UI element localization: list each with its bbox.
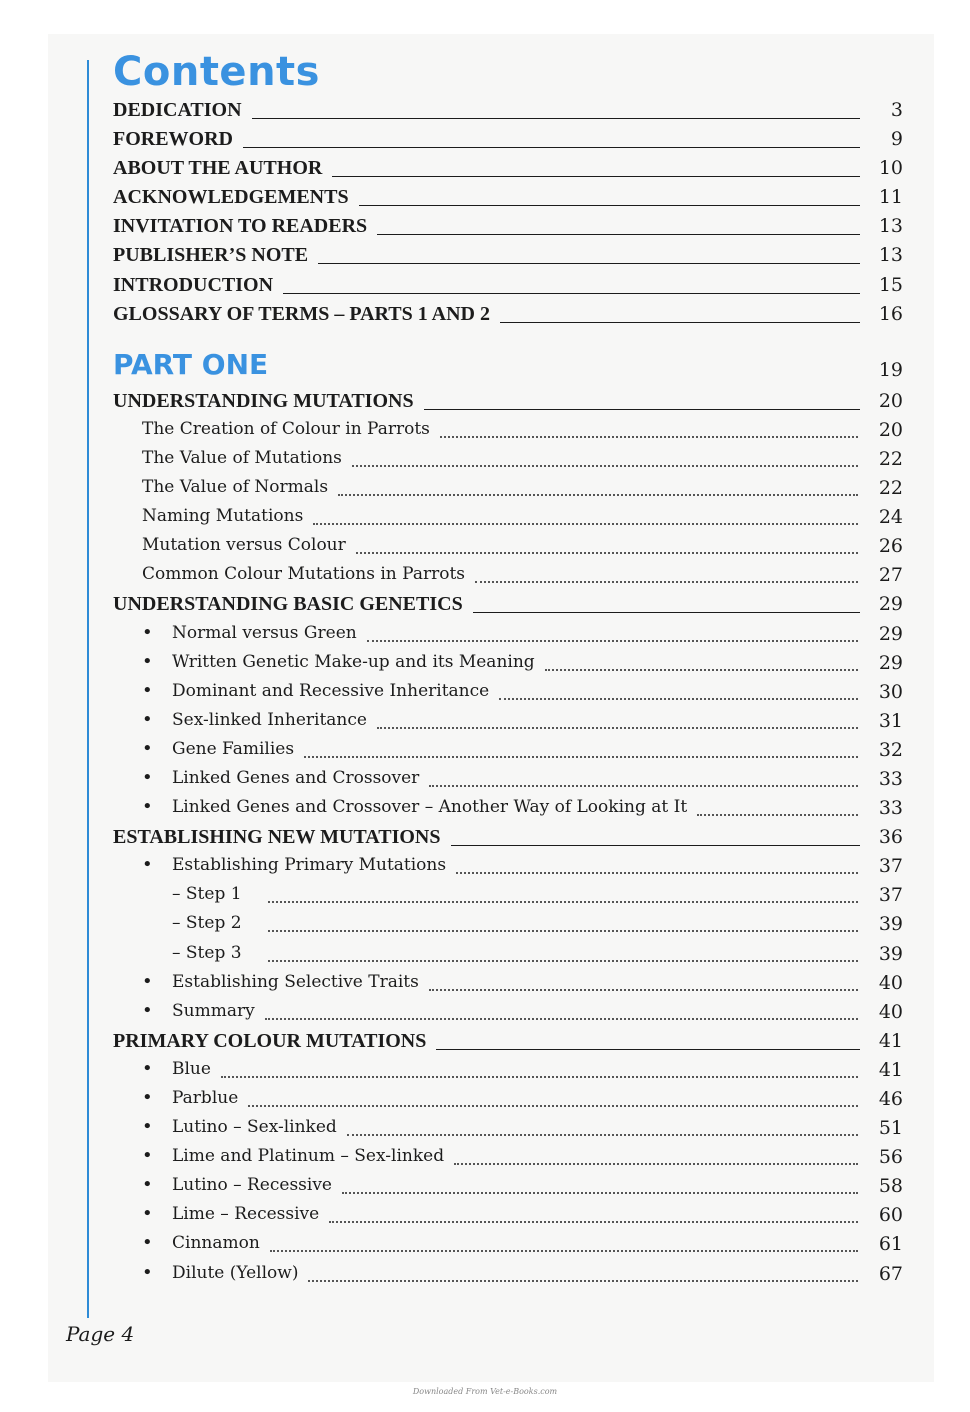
- entry-title: DEDICATION: [113, 99, 242, 121]
- entry-title: ESTABLISHING NEW MUTATIONS: [113, 826, 441, 849]
- toc-subentry[interactable]: [0, 416, 970, 445]
- toc-subentry[interactable]: [0, 852, 970, 881]
- toc-entry[interactable]: [0, 300, 970, 329]
- toc-subentry[interactable]: [0, 1172, 970, 1201]
- toc-subentry[interactable]: [0, 1260, 970, 1289]
- entry-title: Gene Families: [172, 738, 295, 759]
- leader-dots: [221, 1076, 858, 1078]
- leader-dots: [352, 465, 858, 467]
- leader-dots: [377, 727, 858, 729]
- toc-subentry[interactable]: [0, 998, 970, 1027]
- toc-subentry[interactable]: [0, 678, 970, 707]
- bullet-icon: •: [142, 1261, 153, 1283]
- leader-line: [359, 205, 860, 206]
- leader-dots: [456, 872, 858, 874]
- toc-entry[interactable]: [0, 271, 970, 300]
- toc-subentry[interactable]: [0, 561, 970, 590]
- bullet-icon: •: [142, 999, 153, 1021]
- entry-title: Parblue: [172, 1088, 239, 1108]
- entry-title: The Creation of Colour in Parrots: [142, 418, 430, 439]
- leader-dots: [367, 640, 858, 642]
- leader-line: [252, 118, 860, 119]
- entry-page-number: 32: [878, 738, 903, 761]
- leader-dots: [475, 581, 858, 583]
- entry-page-number: 40: [878, 1000, 903, 1023]
- toc-subentry[interactable]: [0, 474, 970, 503]
- entry-title: Dominant and Recessive Inheritance: [172, 680, 490, 701]
- entry-title: – Step 2: [172, 913, 242, 934]
- leader-dots: [308, 1280, 858, 1282]
- toc-subentry[interactable]: [0, 969, 970, 998]
- leader-line: [451, 845, 861, 846]
- leader-line: [283, 293, 860, 294]
- toc-entry[interactable]: [0, 212, 970, 241]
- entry-page-number: 29: [878, 622, 903, 645]
- entry-title: The Value of Mutations: [142, 447, 342, 468]
- toc-entry[interactable]: [0, 241, 970, 270]
- toc-subentry[interactable]: [0, 736, 970, 765]
- entry-title: Blue: [172, 1058, 211, 1079]
- part-page-number: 19: [878, 358, 903, 381]
- entry-title: ACKNOWLEDGEMENTS: [113, 186, 349, 209]
- entry-title: – Step 3: [172, 942, 242, 963]
- bullet-icon: •: [142, 1174, 153, 1196]
- toc-section[interactable]: [0, 1027, 970, 1056]
- leader-line: [500, 322, 860, 323]
- leader-line: [332, 176, 860, 177]
- leader-dots: [304, 756, 858, 758]
- entry-page-number: 3: [890, 99, 903, 121]
- entry-page-number: 10: [878, 157, 903, 180]
- leader-dots: [499, 698, 858, 700]
- leader-line: [436, 1049, 860, 1050]
- bullet-icon: •: [142, 708, 153, 730]
- entry-page-number: 39: [878, 913, 903, 936]
- entry-page-number: 29: [878, 651, 903, 674]
- toc-entry[interactable]: [0, 154, 970, 183]
- toc-subentry[interactable]: [0, 765, 970, 794]
- leader-dots: [342, 1192, 858, 1194]
- entry-page-number: 41: [878, 1058, 903, 1081]
- entry-page-number: 33: [878, 767, 903, 790]
- toc-section[interactable]: [0, 387, 970, 416]
- bullet-icon: •: [142, 679, 153, 701]
- bullet-icon: •: [142, 1145, 153, 1167]
- entry-page-number: 51: [878, 1117, 903, 1140]
- entry-title: Dilute (Yellow): [172, 1262, 299, 1283]
- entry-title: Summary: [172, 1000, 255, 1021]
- toc-subentry[interactable]: [0, 532, 970, 561]
- leader-line: [318, 263, 860, 264]
- part-heading[interactable]: [0, 329, 970, 387]
- entry-title: PRIMARY COLOUR MUTATIONS: [113, 1029, 427, 1052]
- leader-line: [424, 409, 860, 410]
- toc-subentry[interactable]: [0, 1114, 970, 1143]
- entry-title: Naming Mutations: [142, 506, 304, 527]
- toc-subentry[interactable]: [0, 1201, 970, 1230]
- entry-title: Lutino – Recessive: [172, 1175, 332, 1196]
- toc-subentry[interactable]: [0, 707, 970, 736]
- entry-page-number: 13: [878, 215, 903, 238]
- entry-title: INTRODUCTION: [113, 273, 274, 296]
- entry-page-number: 29: [878, 593, 903, 616]
- leader-dots: [268, 930, 858, 932]
- leader-dots: [268, 901, 858, 903]
- entry-page-number: 37: [878, 884, 903, 907]
- entry-page-number: 22: [878, 477, 903, 500]
- leader-dots: [313, 523, 858, 525]
- entry-page-number: 15: [878, 273, 903, 296]
- leader-dots: [268, 960, 858, 962]
- toc-section[interactable]: [0, 590, 970, 619]
- bullet-icon: •: [142, 1087, 153, 1108]
- entry-title: GLOSSARY OF TERMS – PARTS 1 AND 2: [113, 302, 490, 325]
- toc-subentry[interactable]: [0, 794, 970, 823]
- entry-page-number: 40: [878, 971, 903, 994]
- leader-dots: [347, 1134, 858, 1136]
- entry-title: Written Genetic Make-up and its Meaning: [172, 651, 535, 672]
- entry-page-number: 36: [878, 826, 903, 849]
- toc-subentry[interactable]: [0, 1056, 970, 1085]
- entry-page-number: 41: [878, 1029, 903, 1052]
- entry-title: Lime – Recessive: [172, 1204, 320, 1225]
- entry-page-number: 60: [878, 1204, 903, 1227]
- page-title: Contents: [113, 49, 320, 95]
- toc-subentry[interactable]: [0, 910, 970, 939]
- leader-dots: [545, 669, 858, 671]
- page-number: Page 4: [66, 1322, 135, 1346]
- toc-subentry[interactable]: [0, 445, 970, 474]
- leader-dots: [429, 989, 858, 991]
- leader-dots: [270, 1250, 858, 1252]
- toc-subentry[interactable]: [0, 1143, 970, 1172]
- entry-page-number: 26: [878, 535, 903, 558]
- bullet-icon: •: [142, 650, 153, 672]
- entry-title: UNDERSTANDING MUTATIONS: [113, 389, 414, 412]
- entry-page-number: 56: [878, 1146, 903, 1169]
- entry-page-number: 31: [878, 709, 903, 732]
- entry-page-number: 37: [878, 855, 903, 878]
- toc-entry[interactable]: [0, 183, 970, 212]
- bullet-icon: •: [142, 1116, 153, 1138]
- entry-title: ABOUT THE AUTHOR: [113, 157, 323, 180]
- entry-page-number: 61: [878, 1233, 903, 1256]
- entry-title: UNDERSTANDING BASIC GENETICS: [113, 593, 463, 616]
- leader-dots: [265, 1018, 858, 1020]
- entry-title: Normal versus Green: [172, 622, 357, 643]
- entry-title: FOREWORD: [113, 128, 233, 151]
- leader-line: [243, 147, 860, 148]
- entry-title: PUBLISHER’S NOTE: [113, 244, 309, 267]
- leader-dots: [440, 436, 858, 438]
- download-footer: Downloaded From Vet-e-Books.com: [412, 1387, 558, 1396]
- toc-entry[interactable]: [0, 96, 970, 125]
- bullet-icon: •: [142, 1057, 153, 1079]
- entry-page-number: 46: [878, 1088, 903, 1110]
- entry-title: Establishing Primary Mutations: [172, 855, 447, 876]
- leader-dots: [356, 552, 858, 554]
- entry-page-number: 39: [878, 942, 903, 965]
- entry-title: Sex-linked Inheritance: [172, 709, 367, 730]
- bullet-icon: •: [142, 1232, 153, 1254]
- toc-list: [0, 96, 970, 1289]
- toc-subentry[interactable]: [0, 940, 970, 969]
- toc-entry[interactable]: [0, 125, 970, 154]
- entry-page-number: 13: [878, 244, 903, 267]
- entry-page-number: 16: [878, 302, 903, 325]
- entry-page-number: 9: [890, 128, 903, 151]
- entry-title: The Value of Normals: [142, 477, 329, 498]
- entry-page-number: 67: [878, 1262, 903, 1285]
- leader-dots: [329, 1221, 858, 1223]
- entry-title: Linked Genes and Crossover: [172, 767, 420, 788]
- leader-dots: [697, 814, 858, 816]
- bullet-icon: •: [142, 621, 153, 643]
- toc-subentry[interactable]: [0, 881, 970, 910]
- entry-page-number: 27: [878, 564, 903, 587]
- entry-page-number: 20: [878, 389, 903, 412]
- entry-title: Lime and Platinum – Sex-linked: [172, 1146, 445, 1167]
- entry-title: INVITATION TO READERS: [113, 215, 368, 238]
- entry-title: Establishing Selective Traits: [172, 971, 419, 992]
- part-title: PART ONE: [113, 347, 269, 381]
- leader-line: [473, 612, 860, 613]
- entry-title: Linked Genes and Crossover – Another Way of Looking at It: [172, 797, 688, 818]
- leader-dots: [454, 1163, 858, 1165]
- entry-page-number: 33: [878, 797, 903, 820]
- leader-line: [377, 234, 860, 235]
- toc-subentry[interactable]: [0, 649, 970, 678]
- entry-title: Mutation versus Colour: [142, 535, 346, 556]
- toc-subentry[interactable]: [0, 503, 970, 532]
- entry-title: Lutino – Sex-linked: [172, 1117, 337, 1138]
- bullet-icon: •: [142, 970, 153, 992]
- entry-page-number: 58: [878, 1175, 903, 1198]
- bullet-icon: •: [142, 737, 153, 759]
- entry-page-number: 11: [878, 186, 903, 209]
- toc-subentry[interactable]: [0, 1230, 970, 1259]
- entry-page-number: 22: [878, 447, 903, 470]
- entry-page-number: 20: [878, 418, 903, 441]
- leader-dots: [429, 785, 858, 787]
- entry-page-number: 30: [878, 680, 903, 703]
- entry-page-number: 24: [878, 506, 903, 529]
- toc-section[interactable]: [0, 823, 970, 852]
- entry-title: Cinnamon: [172, 1233, 260, 1254]
- leader-dots: [248, 1105, 858, 1107]
- toc-subentry[interactable]: [0, 1085, 970, 1114]
- entry-title: – Step 1: [172, 884, 242, 905]
- bullet-icon: •: [142, 766, 153, 788]
- bullet-icon: •: [142, 1203, 153, 1225]
- bullet-icon: •: [142, 796, 153, 818]
- entry-title: Common Colour Mutations in Parrots: [142, 564, 466, 585]
- toc-subentry[interactable]: [0, 620, 970, 649]
- bullet-icon: •: [142, 854, 153, 876]
- leader-dots: [338, 494, 858, 496]
